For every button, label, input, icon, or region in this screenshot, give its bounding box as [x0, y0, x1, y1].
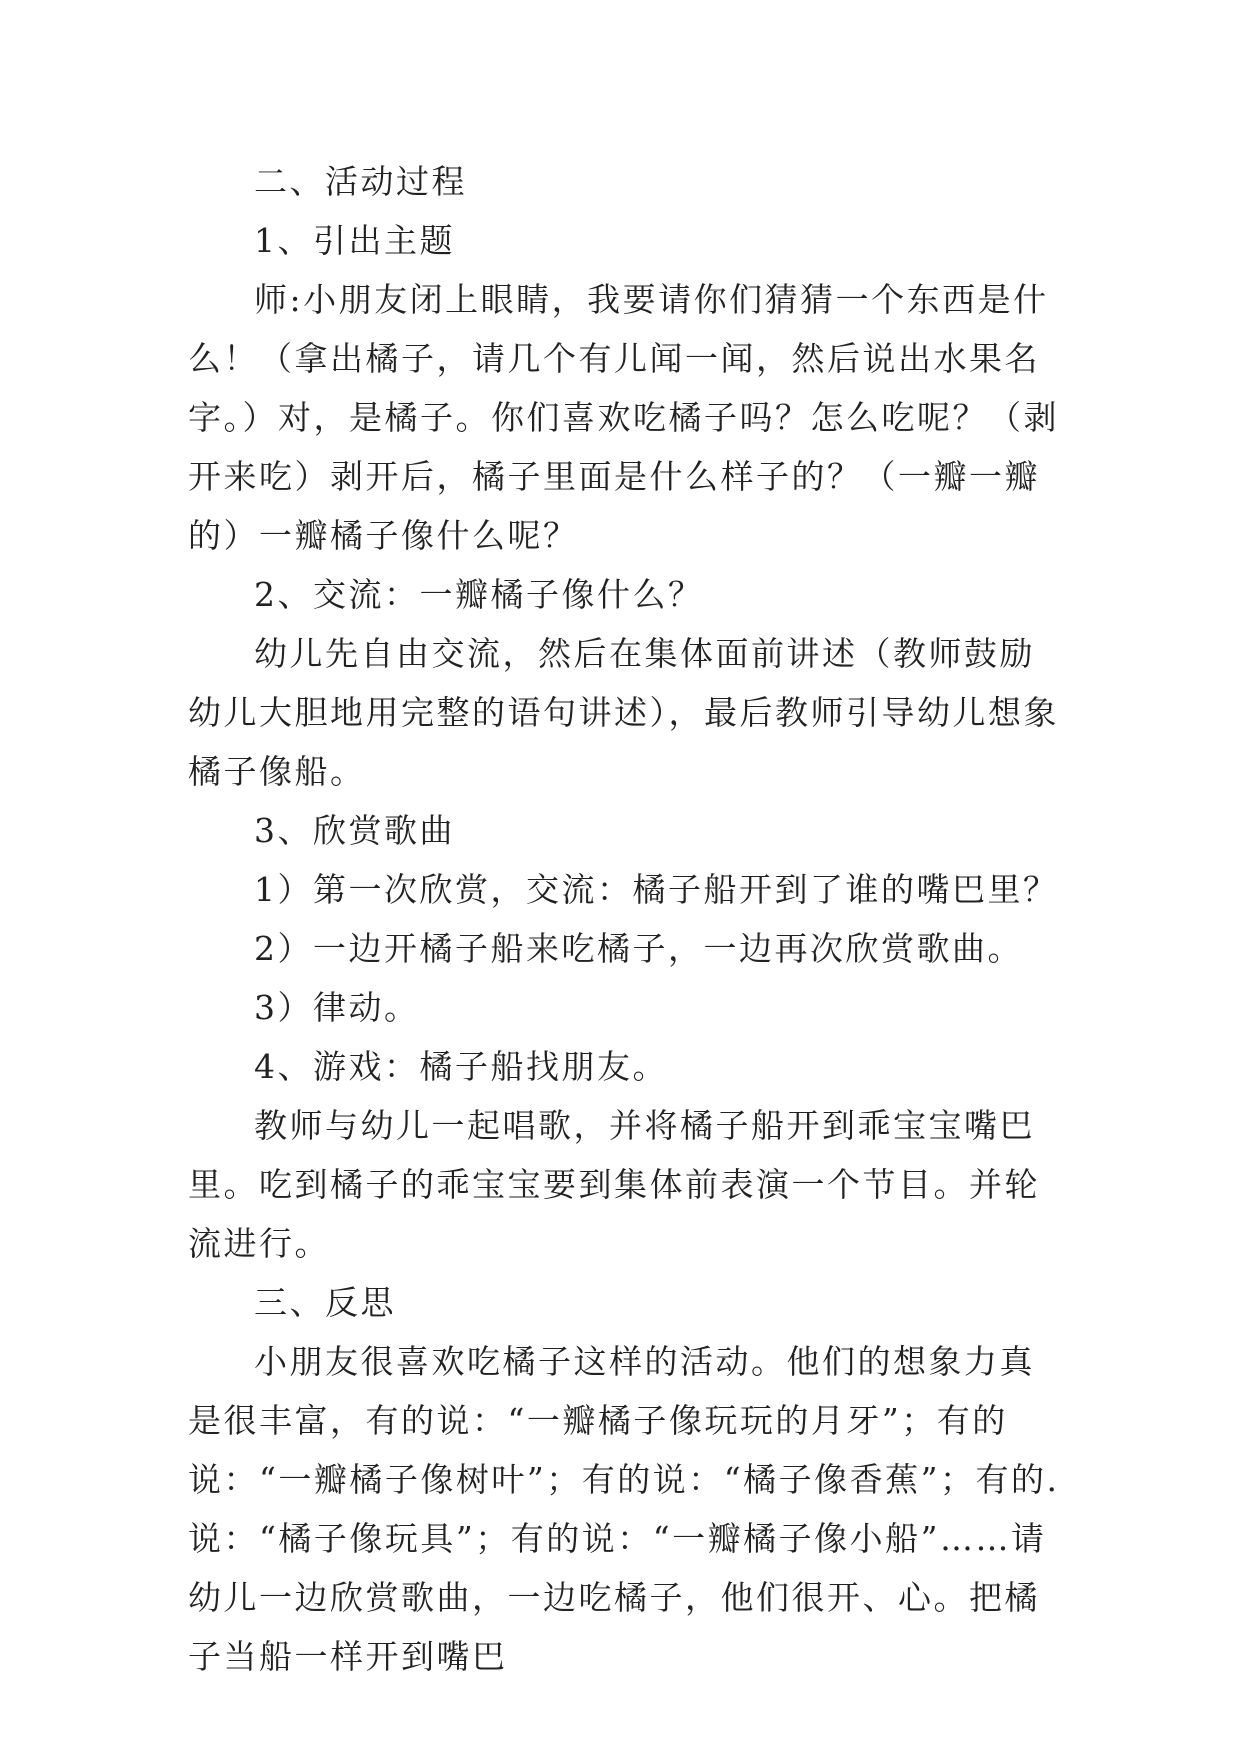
- list-item-rhythm: 3）律动。: [254, 988, 420, 1027]
- paragraph-reflection: 小朋友很喜欢吃橘子这样的活动。他们的想象力真是很丰富，有的说：“一瓣橘子像玩玩的月牙”；有的说：“一瓣橘子像树叶”；有的说：“橘子像香蕉”；有的.说：“橘子像玩具”；有的说：“一瓣橘子像小船”……请幼儿一边欣赏歌曲，一边吃橘子，他们很开、心。把橘子当船一样开到嘴巴: [188, 1342, 1060, 1676]
- paragraph-free-discussion: 幼儿先自由交流，然后在集体面前讲述（教师鼓励幼儿大胆地用完整的语句讲述），最后教师引导幼儿想象橘子像船。: [188, 634, 1059, 791]
- step-heading-song-appreciation: 3、欣赏歌曲: [254, 811, 455, 850]
- list-item-first-listen: 1）第一次欣赏，交流：橘子船开到了谁的嘴巴里？: [254, 870, 1059, 909]
- section-heading-reflection: 三、反思: [254, 1283, 396, 1322]
- list-item-second-listen: 2）一边开橘子船来吃橘子，一边再次欣赏歌曲。: [254, 929, 1023, 968]
- section-heading-activity-process: 二、活动过程: [254, 162, 467, 201]
- step-heading-introduce-theme: 1、引出主题: [254, 221, 455, 260]
- paragraph-teacher-intro: 师:小朋友闭上眼睛，我要请你们猜猜一个东西是什么！（拿出橘子，请几个有儿闻一闻，然后说出水果名字。）对，是橘子。你们喜欢吃橘子吗？怎么吃呢？（剥开来吃）剥开后，橘子里面是什么样子的？（一瓣一瓣的）一瓣橘子像什么呢？: [188, 280, 1059, 555]
- document-body: [188, 152, 1068, 1686]
- paragraph-game-description: 教师与幼儿一起唱歌，并将橘子船开到乖宝宝嘴巴里。吃到橘子的乖宝宝要到集体前表演一个节目。并轮流进行。: [188, 1106, 1040, 1263]
- step-heading-game: 4、游戏：橘子船找朋友。: [254, 1047, 668, 1086]
- step-heading-discussion: 2、交流：一瓣橘子像什么？: [254, 575, 704, 614]
